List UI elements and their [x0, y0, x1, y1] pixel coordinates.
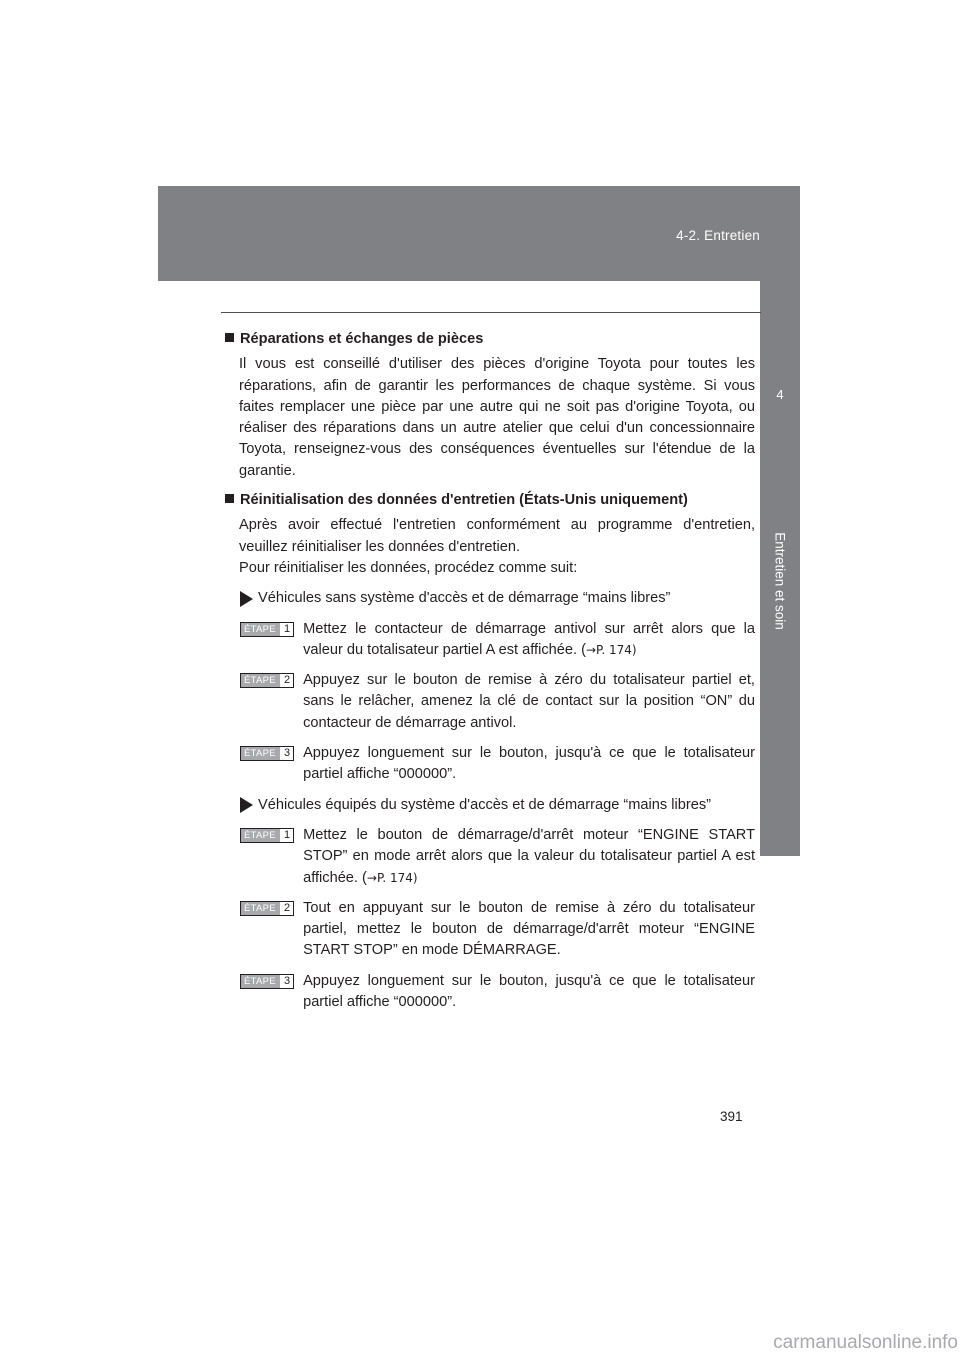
- triangle-arrow-icon: [240, 797, 253, 813]
- section-maintenance-reset: [224, 490, 755, 1013]
- top-rule: [221, 312, 761, 313]
- step-item: [240, 898, 755, 962]
- paragraph: Après avoir effectué l'entretien conformément au programme d'entretien, veuillez réinitialiser les données d'entretien.: [239, 517, 755, 555]
- square-bullet-icon: [225, 494, 234, 503]
- paragraph: Il vous est conseillé d'utiliser des pièces d'origine Toyota pour toutes les réparations, afin de garantir les performances de chaque système. Si vous faites remplacer une pièce par une autre qui ne soit pas d'origine Toyota, ou réaliser des réparations dans un autre atelier que celui d'un concessionnaire Toyota, renseignez-vous des conséquences éventuelles sur l'étendue de la garantie.: [239, 356, 755, 479]
- paragraph: Pour réinitialiser les données, procédez comme suit:: [239, 559, 578, 576]
- section-heading: 4-2. Entretien: [676, 228, 760, 243]
- chapter-label: Entretien et soin: [772, 532, 788, 630]
- section-title: Réinitialisation des données d'entretien (États-Unis uniquement): [224, 490, 755, 511]
- step-item: [240, 619, 755, 662]
- step-item: [240, 825, 755, 889]
- step-text: Mettez le bouton de démarrage/d'arrêt moteur “ENGINE START STOP” en mode arrêt alors que la valeur du totalisateur partiel A est affichée. (→P. 174): [303, 826, 755, 886]
- step-badge: ÉTAPE 2: [240, 901, 294, 916]
- page-reference: →P. 174): [366, 870, 418, 885]
- step-text: Appuyez sur le bouton de remise à zéro du totalisateur partiel et, sans le relâcher, amenez la clé de contact sur la position “ON” du contacteur de démarrage antivol.: [303, 672, 755, 731]
- step-badge: ÉTAPE 1: [240, 828, 294, 843]
- step-item: [240, 743, 755, 786]
- section-repairs: [224, 329, 755, 482]
- chapter-number: 4: [776, 387, 784, 402]
- step-item: [240, 971, 755, 1014]
- variant-heading: Véhicules sans système d'accès et de démarrage “mains libres”: [240, 588, 755, 609]
- watermark: carmanualsonline.info: [773, 1332, 958, 1353]
- triangle-arrow-icon: [240, 591, 253, 607]
- step-text: Tout en appuyant sur le bouton de remise à zéro du totalisateur partiel, mettez le bouton de démarrage/d'arrêt moteur “ENGINE START STOP” en mode DÉMARRAGE.: [303, 899, 755, 959]
- step-badge: ÉTAPE 2: [240, 673, 294, 688]
- step-badge: ÉTAPE 1: [240, 622, 294, 637]
- step-text: Appuyez longuement sur le bouton, jusqu'à ce que le totalisateur partiel affiche “000000”.: [303, 972, 755, 1011]
- page-number: 391: [720, 1109, 743, 1124]
- step-text: Appuyez longuement sur le bouton, jusqu'à ce que le totalisateur partiel affiche “000000”.: [303, 745, 755, 783]
- section-title: Réparations et échanges de pièces: [224, 329, 755, 350]
- step-badge: ÉTAPE 3: [240, 746, 294, 761]
- chapter-header-band: [158, 186, 800, 281]
- page-content: [224, 329, 755, 1013]
- variant-heading: Véhicules équipés du système d'accès et de démarrage “mains libres”: [240, 795, 755, 816]
- chapter-side-tab: [760, 281, 800, 856]
- step-text: Mettez le contacteur de démarrage antivol sur arrêt alors que la valeur du totalisateur partiel A est affichée. (→P. 174): [303, 620, 755, 658]
- step-item: [240, 670, 755, 734]
- page-reference: →P. 174): [585, 642, 637, 657]
- step-badge: ÉTAPE 3: [240, 974, 294, 989]
- square-bullet-icon: [225, 333, 234, 342]
